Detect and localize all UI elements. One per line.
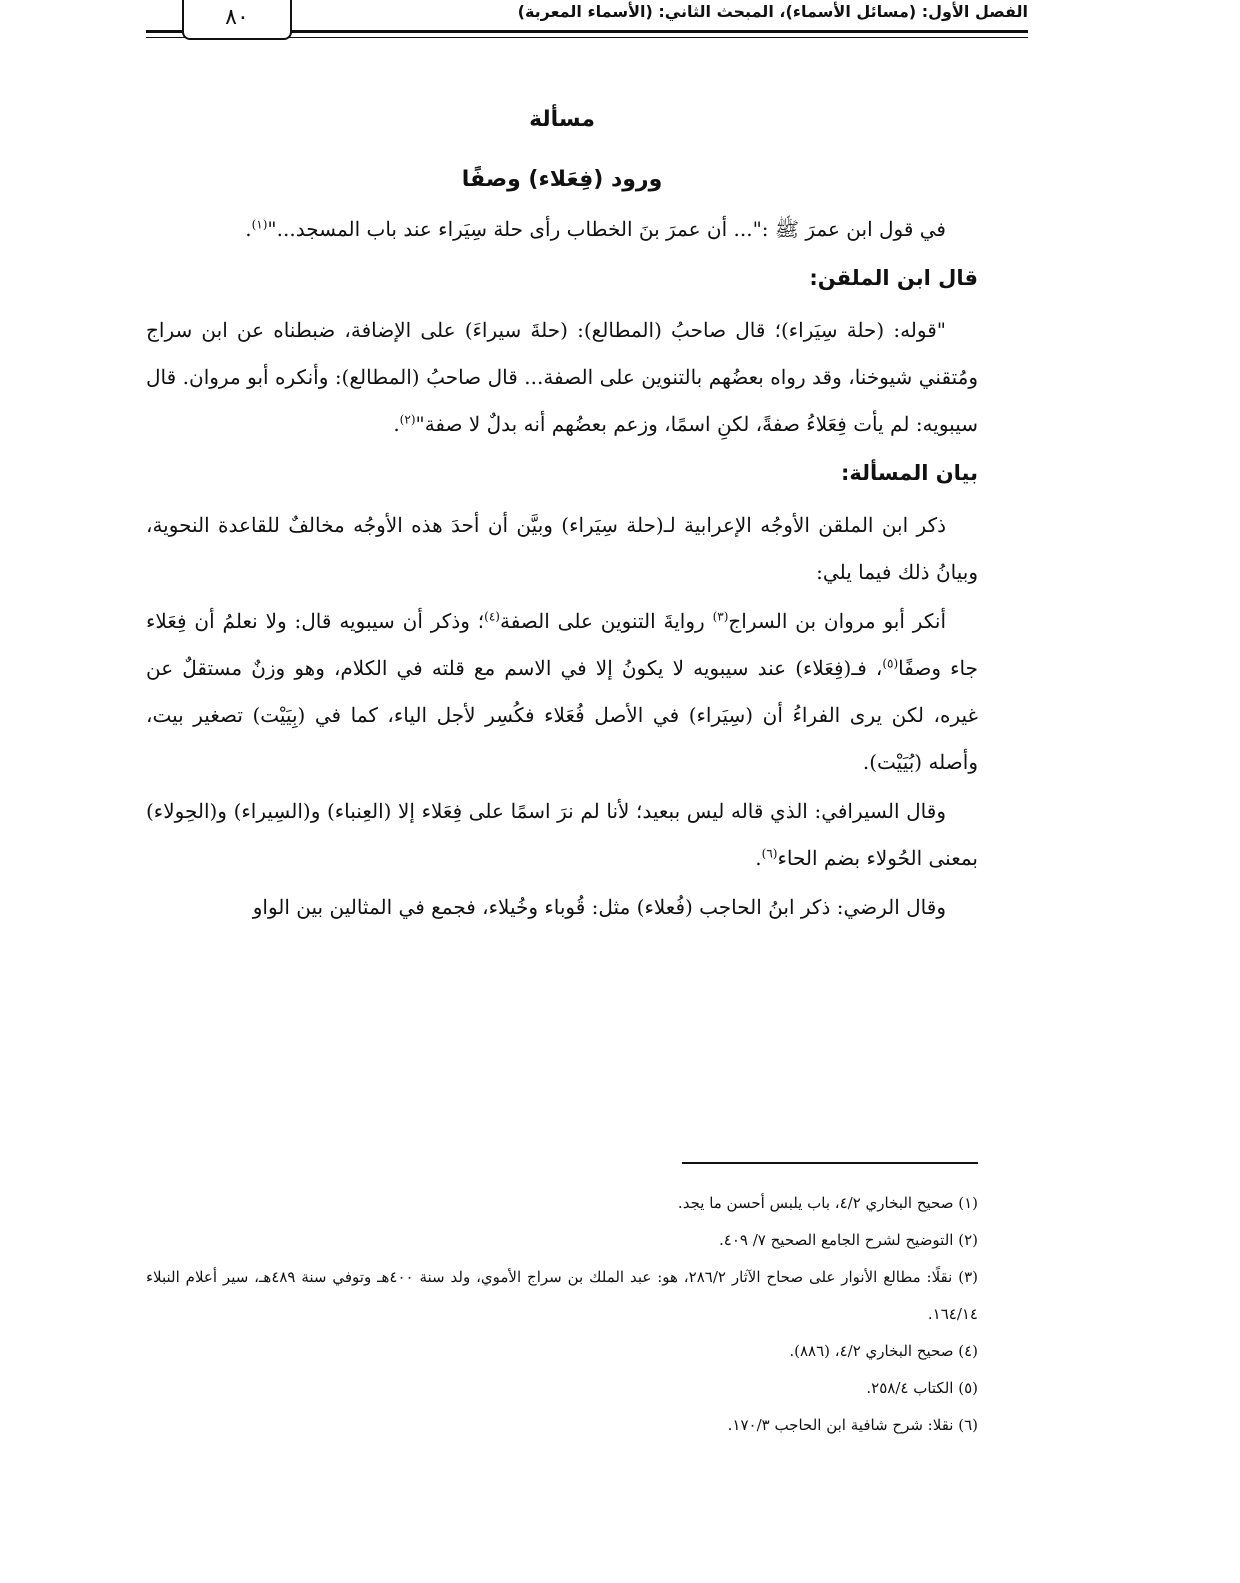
footnote-ref-6[interactable]: (٦)	[761, 846, 778, 861]
page-number: ٨٠	[182, 0, 292, 40]
footnote-ref-5[interactable]: (٥)	[882, 656, 899, 671]
main-content	[146, 100, 978, 933]
paragraph-2: "قوله: (حلة سِيَراء)؛ قال صاحبُ (المطالع): (حلةَ سيراءَ) على الإضافة، ضبطناه عن ابن سراج ومُتقني شيوخنا، وقد رواه بعضُهم بالتنوين على الصفة... قال صاحبُ (المطالع): وأنكره أبو مروان. قال سيبويه: لم يأت فِعَلاءُ صفةً، لكنِ اسمًا، وزعم بعضُهم أنه بدلٌ لا صفة"$^{(٢)}$.	[146, 318, 978, 436]
paragraph-3: ذكر ابن الملقن الأوجُه الإعرابية لـ(حلة سِيَراء) وبيَّن أن أحدَ هذه الأوجُه مخالفٌ للقاعدة النحوية، وبيانُ ذلك فيما يلي:	[146, 513, 978, 584]
paragraph-2-text: "قوله: (حلة سِيَراء)؛ قال صاحبُ (المطالع): (حلةَ سيراءَ) على الإضافة، ضبطناه عن ابن سراج ومُتقني شيوخنا، وقد رواه بعضُهم بالتنوين على الصفة... قال صاحبُ (المطالع): وأنكره أبو مروان. قال سيبويه: لم يأت فِعَلاءُ صفةً، لكنِ اسمًا، وزعم بعضُهم أنه بدلٌ لا صفة"	[146, 318, 978, 436]
footnote-2: (٢) التوضيح لشرح الجامع الصحيح ٧/ ٤٠٩.	[719, 1231, 978, 1249]
section-title: ورود (فِعَلاء) وصفًا	[461, 167, 663, 192]
paragraph-4-text-d: ، فـ(فِعَلاء) عند سيبويه لا يكونُ إلا في الاسم مع قلته في الكلام، وهو وزنٌ مستقلٌ عن غيره، لكن يرى الفراءُ أن (سِيَراء) في الأصل فُعَلاء فكُسِر لأجل الياء، كما في (بِيَيْت) تصغير بيت، وأصله (بُيَيْت).	[146, 656, 978, 774]
running-head: الفصل الأول: (مسائل الأسماء)، المبحث الثاني: (الأسماء المعربة)	[517, 2, 1028, 21]
footnote-6: (٦) نقلا: شرح شافية ابن الحاجب ١٧٠/٣.	[727, 1416, 978, 1434]
footnote-ref-2[interactable]: (٢)	[399, 412, 416, 427]
paragraph-4-text-a: أنكر أبو مروان بن السراج	[728, 609, 946, 633]
footnote-ref-4[interactable]: (٤)	[484, 609, 500, 624]
paragraph-4-text-c: ؛ وذكر أن سيبويه قال: ولا نعلمُ أن فِعَلاء جاء وصفًا	[146, 609, 978, 680]
paragraph-1: في قول ابن عمرَ ﷺ :"... أن عمرَ بنَ الخطاب رأى حلة سِيَراء عند باب المسجد..."$^{(١)}$.	[245, 217, 946, 241]
footnote-ref-1[interactable]: (١)	[251, 217, 268, 232]
paragraph-5-text: وقال السيرافي: الذي قاله ليس ببعيد؛ لأنا لم نرَ اسمًا على فِعَلاء إلا (العِنباء) و(السِيراء) و(الحِولاء) بمعنى الحُولاء بضم الحاء	[146, 799, 978, 870]
footnote-separator	[682, 1162, 978, 1164]
footnote-5: (٥) الكتاب ٢٥٨/٤.	[866, 1379, 978, 1397]
paragraph-6: وقال الرضي: ذكر ابنُ الحاجب (فُعلاء) مثل: قُوباء وخُيلاء، فجمع في المثالين بين الواو	[252, 895, 946, 919]
heading-ibn-almulaqqin: قال ابن الملقن:	[809, 266, 978, 290]
paragraph-4	[146, 598, 978, 786]
footnotes	[146, 1185, 978, 1444]
footnote-4: (٤) صحيح البخاري ٤/٢، (٨٨٦).	[789, 1342, 978, 1360]
heading-issue-explanation: بيان المسألة:	[840, 461, 978, 485]
footnote-1: (١) صحيح البخاري ٤/٢، باب يلبس أحسن ما يجد.	[677, 1194, 978, 1212]
footnote-ref-3[interactable]: (٣)	[712, 609, 729, 624]
section-label: مسألة	[529, 107, 595, 132]
page-header	[146, 0, 1028, 45]
paragraph-5: وقال السيرافي: الذي قاله ليس ببعيد؛ لأنا لم نرَ اسمًا على فِعَلاء إلا (العِنباء) و(السِيراء) و(الحِولاء) بمعنى الحُولاء بضم الحاء$^{(٦)}$.	[146, 799, 978, 870]
footnote-3: (٣) نقلًا: مطالع الأنوار على صحاح الآثار ٢٨٦/٢، هو: عبد الملك بن سراج الأموي، ولد سنة ٤٠٠هـ وتوفي سنة ٤٨٩هـ، سير أعلام النبلاء ١٦٤/١٤.	[146, 1268, 978, 1323]
paragraph-1-text: في قول ابن عمرَ ﷺ :"... أن عمرَ بنَ الخطاب رأى حلة سِيَراء عند باب المسجد..."	[267, 217, 946, 241]
paragraph-4-text-b: روايةَ التنوين على الصفة	[499, 609, 713, 633]
